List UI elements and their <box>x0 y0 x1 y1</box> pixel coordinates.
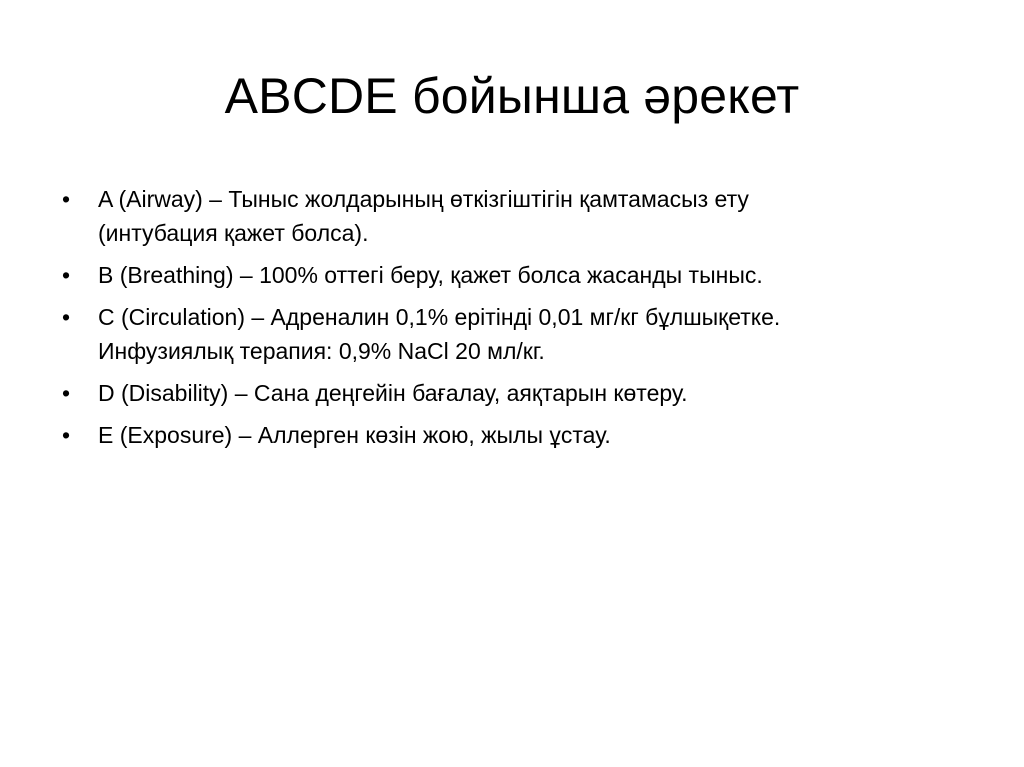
list-item <box>62 258 942 292</box>
bullet-text-circulation: C (Circulation) – Адреналин 0,1% ерітінді 0,01 мг/кг бұлшықетке. Инфузиялық терапия: 0,9% NaCl 20 мл/кг. <box>98 304 781 364</box>
bullet-text-exposure: E (Exposure) – Аллерген көзін жою, жылы ұстау. <box>98 422 611 448</box>
bullet-icon: • <box>62 186 71 212</box>
list-item <box>62 300 942 368</box>
bullet-text-breathing: B (Breathing) – 100% оттегі беру, қажет болса жасанды тыныс. <box>98 262 763 288</box>
list-item <box>62 376 942 410</box>
bullet-icon: • <box>62 262 71 288</box>
bullet-icon: • <box>62 422 71 448</box>
bullet-icon: • <box>62 304 71 330</box>
slide-title: ABCDE бойынша әрекет <box>224 68 800 124</box>
list-item <box>62 418 942 452</box>
bullet-list <box>62 182 942 460</box>
bullet-text-airway: A (Airway) – Тыныс жолдарының өткізгіштігін қамтамасыз ету (интубация қажет болса). <box>98 186 749 246</box>
list-item <box>62 182 942 250</box>
bullet-icon: • <box>62 380 71 406</box>
bullet-text-disability: D (Disability) – Сана деңгейін бағалау, аяқтарын көтеру. <box>98 380 688 406</box>
